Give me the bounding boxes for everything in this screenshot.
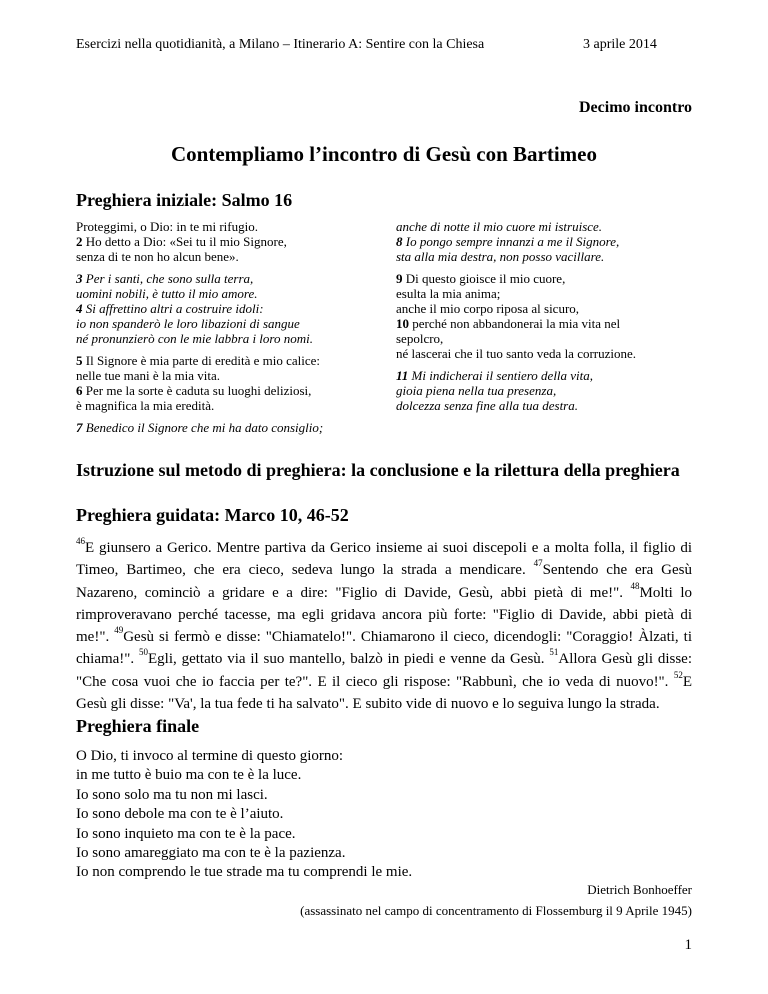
psalm-line xyxy=(396,249,696,264)
verse-number: 6 xyxy=(76,383,83,398)
verse-number: 48 xyxy=(630,580,640,591)
meeting-subtitle: Decimo incontro xyxy=(578,99,692,116)
prayer-line: Io sono solo ma tu non mi lasci. xyxy=(76,786,268,803)
psalm-left-column xyxy=(76,219,366,442)
psalm-line-text: Di questo gioisce il mio cuore, xyxy=(405,271,566,286)
psalm-line xyxy=(396,234,696,249)
psalm-line-text: Per i santi, che sono sulla terra, xyxy=(85,271,254,286)
psalm-line xyxy=(76,249,366,264)
psalm-line-text: Mi indicherai il sentiero della vita, xyxy=(411,368,594,383)
psalm-line-text: senza di te non ho alcun bene». xyxy=(76,249,239,264)
gospel-passage xyxy=(76,537,692,715)
verse-number: 52 xyxy=(673,669,683,680)
psalm-line-text: Benedico il Signore che mi ha dato consiglio; xyxy=(85,420,324,435)
psalm-line xyxy=(396,368,696,383)
psalm-stanza xyxy=(76,271,366,346)
verse-text: E giunsero a Gerico. Mentre partiva da Gerico insieme ai suoi discepoli e a molta folla, il figlio di Timeo, Bartimeo, che era cieco, sedeva lungo la strada a mendicare. xyxy=(76,540,692,579)
prayer-line: O Dio, ti invoco al termine di questo giorno: xyxy=(76,748,344,764)
psalm-line xyxy=(76,271,366,286)
psalm-line xyxy=(76,353,366,368)
psalm-line xyxy=(76,331,366,346)
psalm-line xyxy=(396,316,696,331)
psalm-line-text: Proteggimi, o Dio: in te mi rifugio. xyxy=(76,219,258,234)
verse-text: E Gesù gli disse: "Va', la tua fede ti ha salvato". E subito vide di nuovo e lo seguiva lungo la strada. xyxy=(76,673,692,713)
page-number: 1 xyxy=(684,937,692,953)
psalm-line-text: sepolcro, xyxy=(396,331,444,346)
verse-number: 10 xyxy=(396,316,409,331)
psalm-line-text: Per me la sorte è caduta su luoghi deliziosi, xyxy=(85,383,312,398)
verse-text: Allora Gesù gli disse: "Che cosa vuoi che io faccia per te?". E il cieco gli rispose: "Rabbunì, che io veda di nuovo!". xyxy=(76,651,692,690)
psalm-line xyxy=(76,420,366,435)
psalm-stanza xyxy=(396,271,696,361)
psalm-line xyxy=(76,301,366,316)
verse-number: 9 xyxy=(396,271,403,286)
psalm-line-text: anche di notte il mio cuore mi istruisce. xyxy=(396,219,603,234)
psalm-line xyxy=(76,383,366,398)
psalm-stanza xyxy=(76,353,366,413)
psalm-stanza xyxy=(396,368,696,413)
psalm-line-text: dolcezza senza fine alla tua destra. xyxy=(396,398,578,413)
verse-number: 7 xyxy=(76,420,83,435)
verse-number: 11 xyxy=(396,368,409,383)
verse-text: Egli, gettato via il suo mantello, balzò in piedi e venne da Gesù. xyxy=(148,651,550,668)
verse-number: 3 xyxy=(76,271,83,286)
psalm-line-text: Io pongo sempre innanzi a me il Signore, xyxy=(405,234,620,249)
psalm-stanza xyxy=(76,420,366,435)
psalm-line-text: anche il mio corpo riposa al sicuro, xyxy=(396,301,580,316)
verse-number: 46 xyxy=(76,536,85,546)
page-header-date: 3 aprile 2014 xyxy=(583,37,657,52)
psalm-line xyxy=(76,316,366,331)
verse-text: Gesù si fermò e disse: "Chiamatelo!". Chiamarono il cieco, dicendogli: "Coraggio! Àlzati, ti chiama!". xyxy=(76,629,693,668)
psalm-line xyxy=(76,234,366,249)
verse-number: 49 xyxy=(114,625,124,636)
psalm-line xyxy=(76,286,366,301)
psalm-line xyxy=(396,286,696,301)
verse-text: Molti lo rimproveravano perché tacesse, ma egli gridava ancora più forte: "Figlio di Davide, abbi pietà di me!". xyxy=(76,584,693,646)
prayer-line: Io sono debole ma con te è l’aiuto. xyxy=(76,806,284,823)
psalm-line xyxy=(396,219,696,234)
psalm-line-text: uomini nobili, è tutto il mio amore. xyxy=(76,286,258,301)
psalm-line xyxy=(396,398,696,413)
psalm-stanza xyxy=(76,219,366,264)
psalm-line-text: Ho detto a Dio: «Sei tu il mio Signore, xyxy=(85,234,287,249)
prayer-line: in me tutto è buio ma con te è la luce. xyxy=(76,767,302,784)
psalm-line xyxy=(396,301,696,316)
psalm-line xyxy=(76,368,366,383)
prayer-line: Io sono inquieto ma con te è la pace. xyxy=(76,825,296,842)
psalm-line-text: esulta la mia anima; xyxy=(396,286,501,301)
psalm-line xyxy=(76,398,366,413)
instruction-heading: Istruzione sul metodo di preghiera: la conclusione e la rilettura della preghiera xyxy=(76,460,680,480)
psalm-line xyxy=(396,346,696,361)
psalm-line-text: è magnifica la mia eredità. xyxy=(76,398,215,413)
verse-number: 47 xyxy=(533,558,543,569)
psalm-line-text: né pronunzierò con le mie labbra i loro nomi. xyxy=(76,331,313,346)
prayer-author: Dietrich Bonhoeffer xyxy=(587,882,692,897)
final-prayer-text xyxy=(76,747,412,883)
psalm-line xyxy=(396,271,696,286)
psalm-line-text: gioia piena nella tua presenza, xyxy=(396,383,557,398)
psalm-line-text: né lascerai che il tuo santo veda la corruzione. xyxy=(396,346,637,361)
psalm-line xyxy=(396,383,696,398)
psalm-right-column xyxy=(396,219,696,420)
verse-number: 50 xyxy=(139,647,148,658)
page-header-title: Esercizi nella quotidianità, a Milano – Itinerario A: Sentire con la Chiesa xyxy=(76,37,485,52)
psalm-line xyxy=(396,331,696,346)
final-prayer-heading: Preghiera finale xyxy=(76,716,200,736)
psalm-line-text: Il Signore è mia parte di eredità e mio calice: xyxy=(85,353,321,368)
verse-number: 4 xyxy=(76,301,83,316)
verse-text: Sentendo che era Gesù Nazareno, cominciò a gridare e a dire: "Figlio di Davide, Gesù, abbi pietà di me!". xyxy=(76,562,693,601)
prayer-line: Io non comprendo le tue strade ma tu comprendi le mie. xyxy=(76,864,413,881)
verse-number: 51 xyxy=(549,647,559,658)
psalm-line-text: Si affrettino altri a costruire idoli: xyxy=(85,301,264,316)
psalm-heading: Preghiera iniziale: Salmo 16 xyxy=(76,190,293,210)
psalm-line-text: nelle tue mani è la mia vita. xyxy=(76,368,221,383)
psalm-line-text: perché non abbandonerai la mia vita nel xyxy=(412,316,621,331)
psalm-line-text: sta alla mia destra, non posso vacillare. xyxy=(396,249,605,264)
gospel-heading: Preghiera guidata: Marco 10, 46-52 xyxy=(76,505,349,525)
prayer-line: Io sono amareggiato ma con te è la pazienza. xyxy=(76,845,346,862)
prayer-author-note: (assassinato nel campo di concentramento di Flossemburg il 9 Aprile 1945) xyxy=(300,903,692,918)
psalm-line xyxy=(76,219,366,234)
psalm-line-text: io non spanderò le loro libazioni di sangue xyxy=(76,316,300,331)
verse-number: 2 xyxy=(76,234,83,249)
verse-number: 5 xyxy=(76,353,83,368)
psalm-stanza xyxy=(396,219,696,264)
verse-number: 8 xyxy=(396,234,403,249)
document-title: Contempliamo l’incontro di Gesù con Bartimeo xyxy=(170,142,597,166)
